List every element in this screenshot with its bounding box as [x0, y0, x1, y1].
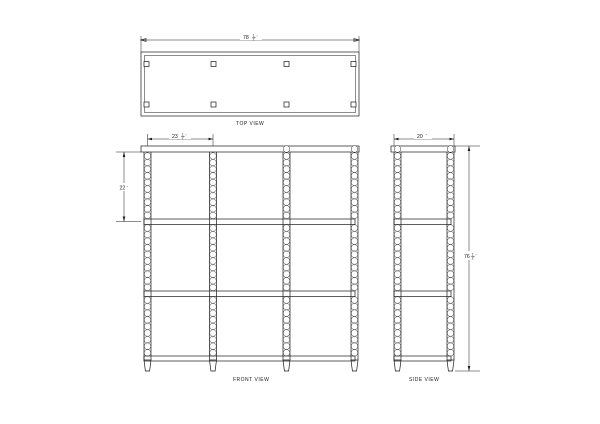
front-height-arrow-bottom — [123, 217, 126, 222]
front-foot — [210, 360, 217, 371]
front-view-label: FRONT VIEW — [233, 377, 270, 383]
front-top-rail — [141, 146, 359, 152]
top-view-outline — [141, 52, 359, 116]
top-view-inner-outline — [145, 56, 356, 113]
top-width-value: 78 — [243, 35, 249, 41]
front-bay-frac-num: 1 — [181, 132, 184, 137]
front-height-arrow-top — [123, 152, 126, 157]
side-depth-unit: " — [425, 133, 427, 138]
top-view-post — [144, 62, 149, 67]
side-depth-arrow-right — [450, 138, 455, 141]
front-height-unit: " — [126, 185, 128, 190]
top-width-frac-den: 2 — [252, 37, 255, 42]
top-view-post — [284, 102, 289, 107]
front-height-value: 22 — [119, 185, 126, 192]
side-shelf — [394, 291, 451, 297]
front-post-column — [351, 146, 358, 371]
side-foot — [447, 360, 454, 371]
side-depth-value: 20 — [417, 134, 423, 140]
front-post-column — [210, 152, 217, 371]
front-foot — [351, 360, 358, 371]
side-height-arrow-top — [468, 146, 471, 151]
side-post-column — [394, 146, 401, 371]
top-view-post — [284, 62, 289, 67]
side-foot — [394, 360, 401, 371]
side-post-column — [447, 146, 454, 371]
top-view-post — [351, 102, 356, 107]
side-height-unit: " — [475, 254, 477, 258]
side-view-label: SIDE VIEW — [409, 377, 440, 383]
top-width-unit: " — [256, 35, 258, 39]
front-bay-value: 23 — [172, 134, 178, 140]
front-bay-arrow-left — [148, 138, 153, 141]
side-post-finial — [394, 146, 401, 153]
side-height-frac-den: 2 — [471, 256, 474, 261]
side-height-frac-num: 1 — [471, 252, 474, 257]
front-bay-arrow-right — [209, 138, 214, 141]
top-view-post — [211, 102, 216, 107]
top-view-group — [141, 33, 359, 128]
front-bay-unit: " — [185, 134, 187, 138]
front-bottom-rail — [144, 356, 355, 361]
front-shelf — [144, 291, 355, 297]
side-view-group — [391, 132, 480, 384]
front-shelf — [144, 219, 355, 225]
front-view-group — [116, 132, 359, 384]
top-view-post — [144, 102, 149, 107]
side-depth-arrow-left — [394, 138, 399, 141]
front-post-finial — [351, 146, 358, 153]
side-height-arrow-bottom — [468, 366, 471, 371]
front-post-finial — [283, 146, 290, 153]
side-bottom-rail — [394, 356, 451, 361]
side-height-value: 76 — [464, 254, 470, 260]
side-shelf — [394, 219, 451, 225]
top-view-post — [351, 62, 356, 67]
top-view-post — [211, 62, 216, 67]
top-width-frac-num: 1 — [252, 33, 255, 38]
front-post-column — [144, 152, 151, 371]
side-post-finial — [447, 146, 454, 153]
front-foot — [144, 360, 151, 371]
front-post-column — [283, 146, 290, 371]
front-bay-frac-den: 2 — [181, 136, 184, 141]
front-foot — [283, 360, 290, 371]
top-view-label: TOP VIEW — [236, 121, 265, 127]
